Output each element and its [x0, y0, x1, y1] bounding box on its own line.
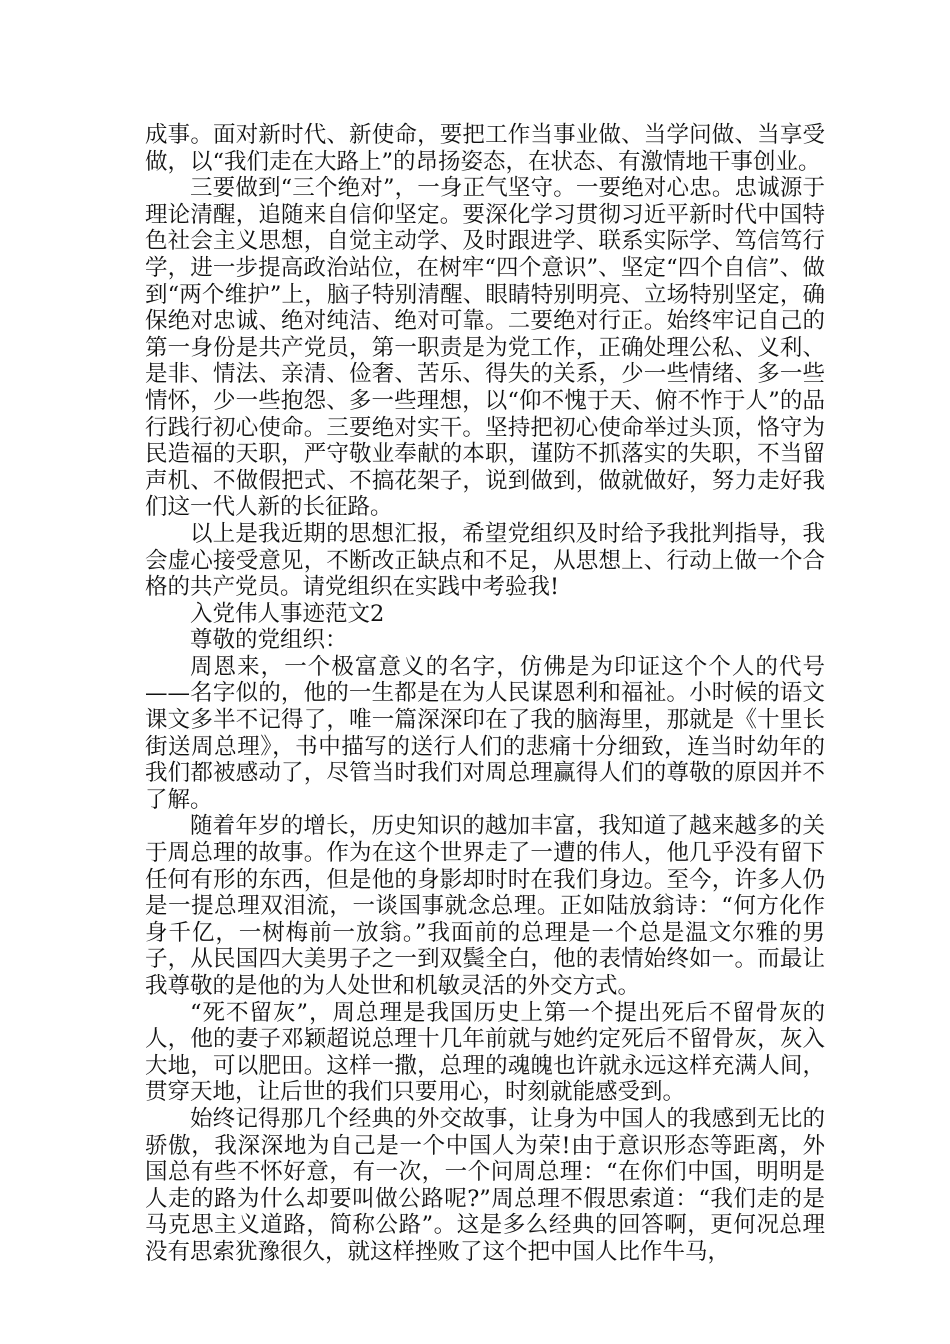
paragraph-3: 以上是我近期的思想汇报，希望党组织及时给予我批判指导，我会虚心接受意见，不断改正缺点和不足，从思想上、行动上做一个合格的共产党员。请党组织在实践中考验我! [145, 520, 825, 601]
document-body [145, 122, 825, 1266]
paragraph-2: 三要做到“三个绝对”，一身正气坚守。一要绝对心忠。忠诚源于理论清醒，追随来自信仰坚定。要深化学习贯彻习近平新时代中国特色社会主义思想，自觉主动学、及时跟进学、联系实际学、笃信笃行学，进一步提高政治站位，在树牢“四个意识”、坚定“四个自信”、做到“两个维护”上，脑子特别清醒、眼睛特别明亮、立场特别坚定，确保绝对忠诚、绝对纯洁、绝对可靠。二要绝对行正。始终牢记自己的第一身份是共产党员，第一职责是为党工作，正确处理公私、义利、是非、情法、亲清、俭奢、苦乐、得失的关系，少一些情绪、多一些情怀，少一些抱怨、多一些理想，以“仰不愧于天、俯不怍于人”的品行践行初心使命。三要绝对实干。坚持把初心使命举过头顶，恪守为民造福的天职，严守敬业奉献的本职，谨防不抓落实的失职，不当留声机、不做假把式、不搞花架子，说到做到，做就做好，努力走好我们这一代人新的长征路。 [145, 175, 825, 521]
paragraph-7: 随着年岁的增长，历史知识的越加丰富，我知道了越来越多的关于周总理的故事。作为在这个世界走了一遭的伟人，他几乎没有留下任何有形的东西，但是他的身影却时时在我们身边。至今，许多人仍是一提总理双泪流，一谈国事就念总理。正如陆放翁诗：“何方化作身千亿，一树梅前一放翁。”我面前的总理是一个总是温文尔雅的男子，从民国四大美男子之一到双鬓全白，他的表情始终如一。而最让我尊敬的是他的为人处世和机敏灵活的外交方式。 [145, 813, 825, 999]
paragraph-8: “死不留灰”，周总理是我国历史上第一个提出死后不留骨灰的人，他的妻子邓颖超说总理十几年前就与她约定死后不留骨灰，灰入大地，可以肥田。这样一撒，总理的魂魄也许就永远这样充满人间，贯穿天地，让后世的我们只要用心，时刻就能感受到。 [145, 999, 825, 1106]
salutation: 尊敬的党组织： [190, 627, 348, 654]
section-title: 入党伟人事迹范文2 [190, 600, 385, 627]
paragraph-9: 始终记得那几个经典的外交故事，让身为中国人的我感到无比的骄傲，我深深地为自己是一个中国人为荣!由于意识形态等距离，外国总有些不怀好意，有一次，一个问周总理：“在你们中国，明明是人走的路为什么却要叫做公路呢?”周总理不假思索道：“我们走的是马克思主义道路，简称公路”。这是多么经典的回答啊，更何况总理没有思索犹豫很久，就这样挫败了这个把中国人比作牛马， [145, 1105, 825, 1265]
paragraph-1: 成事。面对新时代、新使命，要把工作当事业做、当学问做、当享受做，以“我们走在大路上”的昂扬姿态，在状态、有激情地干事创业。 [145, 122, 825, 175]
paragraph-6: 周恩来，一个极富意义的名字，仿佛是为印证这个个人的代号——名字似的，他的一生都是在为人民谋恩利和福祉。小时候的语文课文多半不记得了，唯一篇深深印在了我的脑海里，那就是《十里长街送周总理》，书中描写的送行人们的悲痛十分细致，连当时幼年的我们都被感动了，尽管当时我们对周总理赢得人们的尊敬的原因并不了解。 [145, 653, 825, 813]
